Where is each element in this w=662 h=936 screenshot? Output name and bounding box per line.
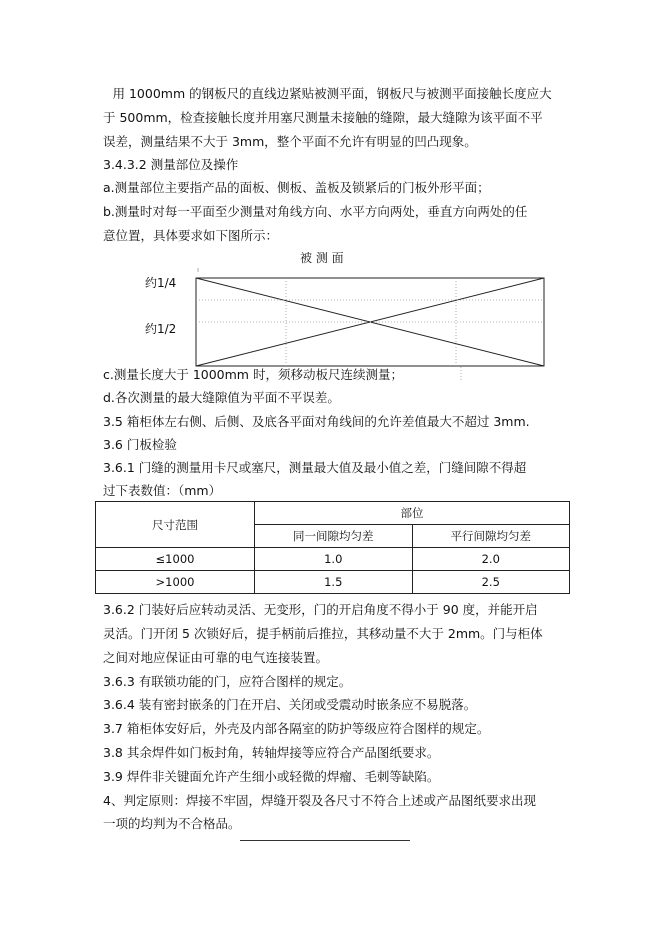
section-3-6-heading: 3.6 门板检验 <box>103 437 177 452</box>
section-4-line2: 一项的均判为不合格品。 <box>103 816 241 831</box>
section-3-9: 3.9 焊件非关键面允许产生细小或轻微的焊瘤、毛刺等缺陷。 <box>103 769 440 784</box>
section-4-line1: 4、判定原则：焊接不牢固，焊缝开裂及各尺寸不符合上述或产品图纸要求出现 <box>103 793 536 808</box>
section-3-7: 3.7 箱柜体安好后，外壳及内部各隔室的防护等级应符合图样的规定。 <box>103 721 490 736</box>
table-cell-range: ≤1000 <box>96 548 255 571</box>
table-header-size: 尺寸范围 <box>96 502 255 548</box>
section-3-6-1-line2: 过下表数值：（mm） <box>103 483 222 498</box>
item-c: c.测量长度大于 1000mm 时，须移动板尺连续测量； <box>103 367 403 382</box>
diagram-label-half: 约1/2 <box>145 322 177 336</box>
paragraph-flatness-line3: 误差，测量结果不大于 3mm，整个平面不允许有明显的凹凸现象。 <box>103 134 477 149</box>
door-gap-table <box>95 501 570 594</box>
diagram-title: 被 测 面 <box>300 251 344 265</box>
table-header-row <box>96 502 570 525</box>
measurement-diagram <box>0 0 662 400</box>
table-row <box>96 571 570 594</box>
section-3-6-1-line1: 3.6.1 门缝的测量用卡尺或塞尺，测量最大值及最小值之差，门缝间隙不得超 <box>103 460 527 475</box>
item-d: d.各次测量的最大缝隙值为平面不平误差。 <box>103 390 340 405</box>
table-row <box>96 548 570 571</box>
item-b-line1: b.测量时对每一平面至少测量对角线方向、水平方向两处，垂直方向两处的任 <box>103 204 528 219</box>
table-cell-parallel: 2.5 <box>412 571 570 594</box>
section-3-8: 3.8 其余焊件如门板封角，转轴焊接等应符合产品图纸要求。 <box>103 745 440 760</box>
table-header-parallel-gap: 平行间隙均匀差 <box>412 525 570 548</box>
section-3-6-2-line3: 之间对地应保证由可靠的电气连接装置。 <box>103 650 329 665</box>
table-header-part: 部位 <box>255 502 570 525</box>
bottom-divider <box>240 840 410 841</box>
item-a: a.测量部位主要指产品的面板、侧板、盖板及锁紧后的门板外形平面； <box>103 180 490 195</box>
section-3-6-2-line2: 灵活。门开闭 5 次锁好后，提手柄前后推拉，其移动量不大于 2mm。门与柜体 <box>103 626 543 641</box>
section-3-5: 3.5 箱柜体左右侧、后侧、及底各平面对角线间的允许差值最大不超过 3mm. <box>103 414 530 429</box>
table-cell-parallel: 2.0 <box>412 548 570 571</box>
paragraph-flatness-line1: 用 1000mm 的钢板尺的直线边紧贴被测平面，钢板尺与被测平面接触长度应大 <box>100 86 552 101</box>
section-3-4-3-2-heading: 3.4.3.2 测量部位及操作 <box>103 157 239 172</box>
paragraph-flatness-line2: 于 500mm，检查接触长度并用塞尺测量未接触的缝隙，最大缝隙为该平面不平 <box>103 110 543 125</box>
diagram-label-quarter: 约1/4 <box>145 276 177 290</box>
item-b-line2: 意位置，具体要求如下图所示： <box>103 228 279 243</box>
table-header-same-gap: 同一间隙均匀差 <box>255 525 413 548</box>
section-3-6-4: 3.6.4 装有密封嵌条的门在开启、关闭或受震动时嵌条应不易脱落。 <box>103 697 477 712</box>
section-3-6-3: 3.6.3 有联锁功能的门，应符合图样的规定。 <box>103 674 352 689</box>
table-cell-range: >1000 <box>96 571 255 594</box>
table-cell-same: 1.5 <box>255 571 413 594</box>
section-3-6-2-line1: 3.6.2 门装好后应转动灵活、无变形，门的开启角度不得小于 90 度，并能开启 <box>103 602 538 617</box>
table-cell-same: 1.0 <box>255 548 413 571</box>
